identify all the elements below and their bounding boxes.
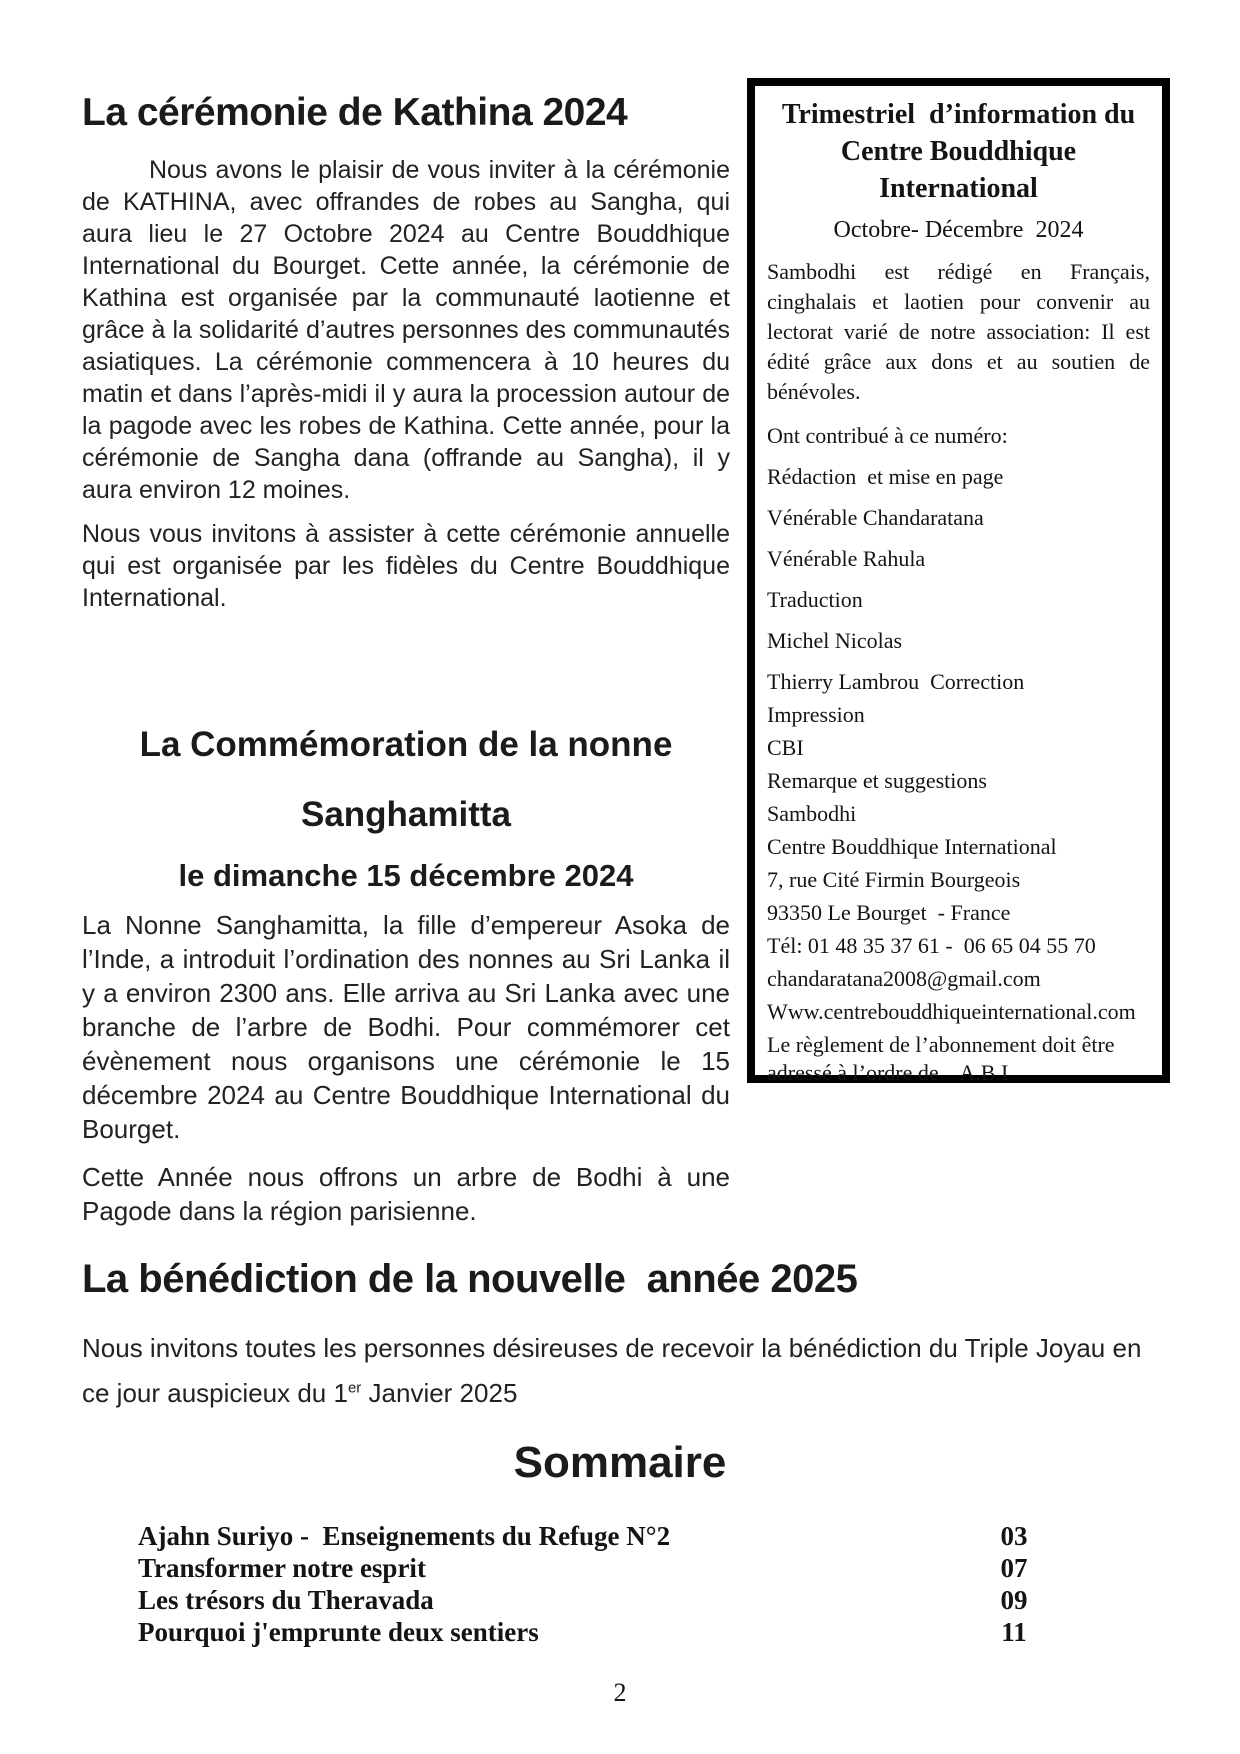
toc-row (138, 1552, 1050, 1584)
table-of-contents (138, 1520, 1050, 1648)
toc-entry-title: Les trésors du Theravada (138, 1585, 434, 1615)
toc-entry-page: 03 (1000, 1521, 1028, 1551)
box-address-line: 7, rue Cité Firmin Bourgeois (767, 867, 1021, 892)
toc-entry-page: 11 (1001, 1617, 1027, 1647)
benediction-section (82, 1256, 1172, 1416)
box-contributor-line: Sambodhi (767, 801, 857, 826)
kathina-section (82, 92, 730, 614)
toc-entry-title: Transformer notre esprit (138, 1553, 426, 1583)
box-contributor-line: Impression (767, 702, 865, 727)
box-contributor-line: Thierry Lambrou Correction (767, 669, 1025, 694)
benediction-paragraph (82, 1326, 1172, 1416)
box-contributor-line: Rédaction et mise en page (767, 464, 1004, 489)
sanghamitta-title: La Commémoration de la nonne Sanghamitta (139, 725, 673, 834)
kathina-title: La cérémonie de Kathina 2024 (82, 91, 628, 134)
sommaire-title: Sommaire (513, 1438, 727, 1487)
box-subscription-note: Le règlement de l’abonnement doit être adressé à l’ordre de A.B.I (767, 1032, 1121, 1085)
sanghamitta-paragraph-2: Cette Année nous offrons un arbre de Bodhi à une Pagode dans la région parisienne. (82, 1162, 730, 1226)
kathina-paragraph-2: Nous vous invitons à assister à cette cérémonie annuelle qui est organisée par les fidèles du Centre Bouddhique International. (82, 520, 730, 612)
box-title-line-1: Trimestriel d’information du (781, 99, 1136, 130)
benediction-title: La bénédiction de la nouvelle année 2025 (82, 1257, 858, 1301)
page-number: 2 (613, 1678, 627, 1707)
toc-entry-title: Pourquoi j'emprunte deux sentiers (138, 1617, 539, 1647)
box-contributor-line: CBI (767, 735, 804, 760)
box-period: Octobre- Décembre 2024 (833, 217, 1084, 243)
box-contributor-line: Remarque et suggestions (767, 768, 987, 793)
sanghamitta-paragraph-1: La Nonne Sanghamitta, la fille d’empereur Asoka de l’Inde, a introduit l’ordination des nonnes au Sri Lanka il y a environ 2300 ans. Elle arriva au Sri Lanka avec une branche de l’arbre de Bodhi. Pour commémorer cet évènement nous organisons une cérémonie le 15 décembre 2024 au Centre Bouddhique International du Bourget. (82, 910, 730, 1144)
toc-row (138, 1520, 1050, 1552)
benediction-text-before: Nous invitons toutes les personnes désireuses de recevoir la bénédiction du Triple Joyau en ce jour auspicieux du 1 (82, 1333, 1142, 1408)
newsletter-info-box (747, 78, 1170, 1083)
box-phone-line: Tél: 01 48 35 37 61 - 06 65 04 55 70 (767, 933, 1096, 958)
benediction-text-after: Janvier 2025 (361, 1378, 518, 1408)
box-contributor-line: Traduction (767, 587, 863, 612)
toc-row (138, 1616, 1050, 1648)
toc-entry-page: 09 (1000, 1585, 1028, 1615)
box-address-line: 93350 Le Bourget - France (767, 900, 1011, 925)
box-contributors-heading: Ont contribué à ce numéro: (767, 423, 1008, 448)
box-contributor-line: Michel Nicolas (767, 628, 903, 653)
sanghamitta-date: le dimanche 15 décembre 2024 (178, 858, 634, 893)
toc-entry-page: 07 (1000, 1553, 1028, 1583)
box-contributor-line: Vénérable Rahula (767, 546, 926, 571)
box-contributor-line: Vénérable Chandaratana (767, 505, 984, 530)
box-contributor-line: Centre Bouddhique International (767, 834, 1057, 859)
box-title-line-3: International (879, 173, 1038, 204)
sanghamitta-section (82, 710, 730, 1228)
toc-entry-title: Ajahn Suriyo - Enseignements du Refuge N°2 (138, 1521, 671, 1551)
toc-row (138, 1584, 1050, 1616)
kathina-paragraph-1: Nous avons le plaisir de vous inviter à la cérémonie de KATHINA, avec offrandes de robes au Sangha, qui aura lieu le 27 Octobre 2024 au Centre Bouddhique International du Bourget. Cette année, la cérémonie de Kathina est organisée par la communauté laotienne et grâce à la solidarité d’autres personnes des communautés asiatiques. La cérémonie commencera à 10 heures du matin et dans l’après-midi il y aura la procession autour de la pagode avec les robes de Kathina. Cette année, pour la cérémonie de Sangha dana (offrande au Sangha), il y aura environ 12 moines. (82, 156, 730, 504)
box-description: Sambodhi est rédigé en Français, cinghalais et laotien pour convenir au lectorat varié de notre association: Il est édité grâce aux dons et au soutien de bénévoles. (767, 259, 1150, 404)
box-title-line-2: Centre Bouddhique (840, 136, 1077, 167)
box-website-line: Www.centrebouddhiqueinternational.com (767, 999, 1136, 1024)
box-email-line: chandaratana2008@gmail.com (767, 966, 1041, 991)
benediction-superscript: er (347, 1379, 362, 1397)
